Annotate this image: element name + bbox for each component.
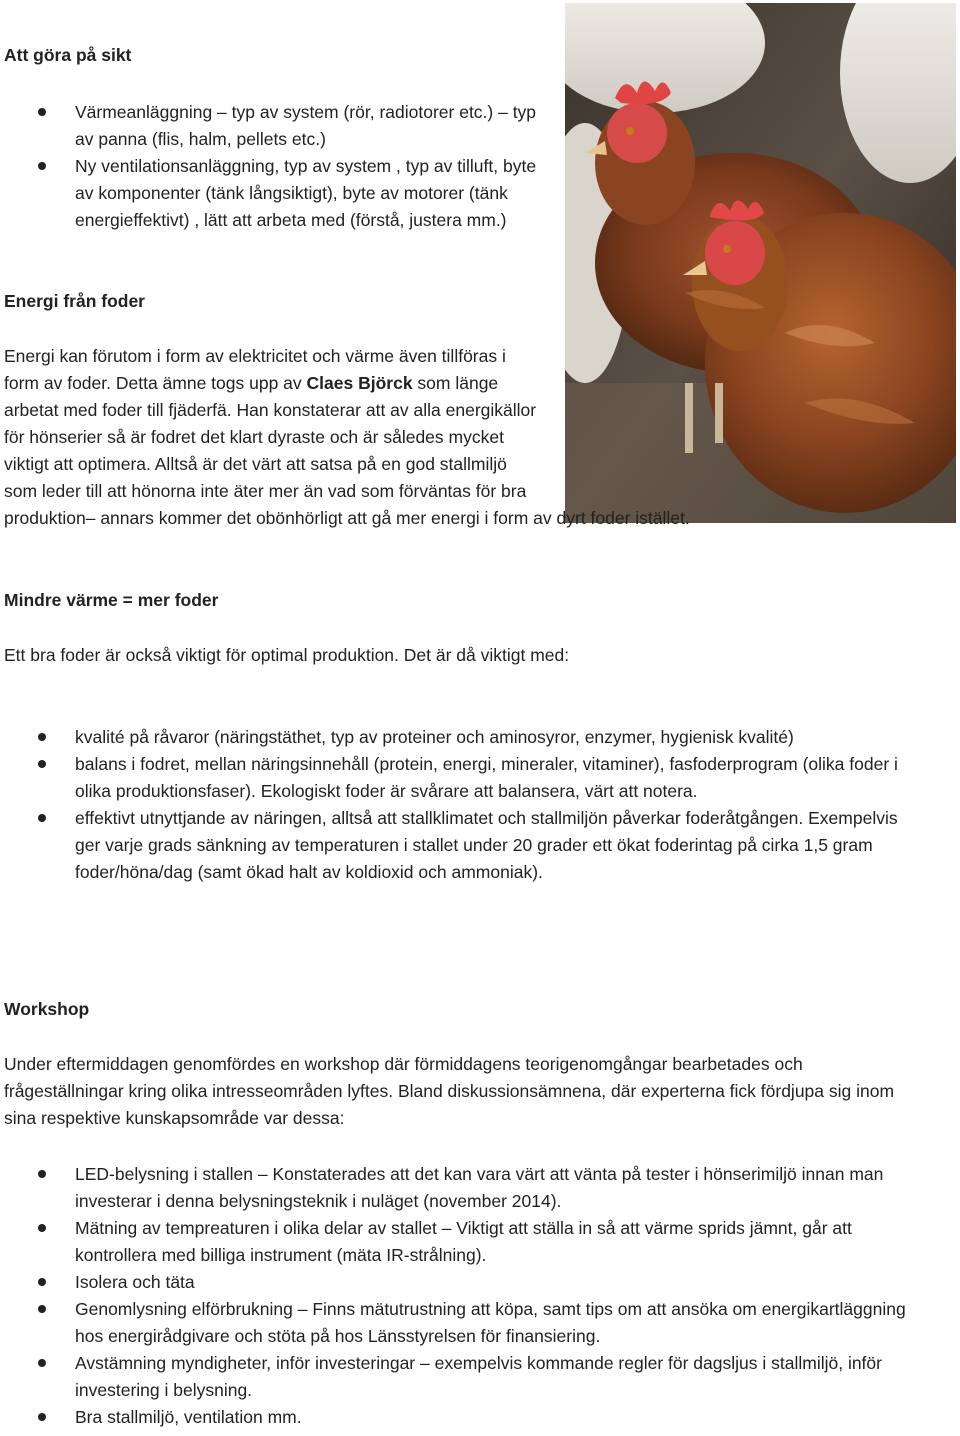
feed-factors-list [0, 724, 920, 886]
list-item: Bra stallmiljö, ventilation mm. [0, 1404, 920, 1431]
photo-wrap-spacer [544, 343, 844, 505]
list-item: Mätning av tempreaturen i olika delar av stallet – Viktigt att ställa in så att värme sprids jämnt, går att kontrollera med billiga instrument (mäta IR-strålning). [0, 1215, 920, 1269]
bullet-icon [38, 162, 46, 170]
bullet-icon [38, 1278, 46, 1286]
heading-energi-fran-foder: Energi från foder [4, 291, 145, 311]
feed-intro-text: Ett bra foder är också viktigt för optimal produktion. Det är då viktigt med: [4, 645, 570, 665]
workshop-intro-text: Under eftermiddagen genomfördes en workshop där förmiddagens teorigenomgångar bearbetades och frågeställningar kring olika intresseområden lyftes. Bland diskussionsämnena, där experterna fick fördjupa sig inom sina respektive kunskapsområde var dessa: [4, 1054, 895, 1128]
bullet-icon [38, 1224, 46, 1232]
list-item: Isolera och täta [0, 1269, 920, 1296]
energy-feed-text: Energi kan förutom i form av elektricitet och värme även tillföras i form av foder. Detta ämne togs upp av Claes Björck som länge arbetat med foder till fjäderfä. Han konstaterar att av alla energikällor för hönserier så är fodret det klart dyraste och är således mycket viktigt att optimera. Alltså är det värt att satsa på en god stallmiljö som leder till att hönorna inte äter mer än vad som förväntas för bra produktion– annars kommer det obönhörligt att gå mer energi i form av dyrt foder istället. [4, 343, 844, 532]
bullet-icon [38, 733, 46, 741]
list-item: Värmeanläggning – typ av system (rör, radiotorer etc.) – typ av panna (flis, halm, pellets etc.) [0, 99, 545, 153]
list-item: Genomlysning elförbrukning – Finns mätutrustning att köpa, samt tips om att ansöka om energikartläggning hos energirådgivare och stöta på hos Länsstyrelsen för finansiering. [0, 1296, 920, 1350]
list-item: kvalité på råvaror (näringstäthet, typ av proteiner och aminosyror, enzymer, hygienisk kvalité) [0, 724, 920, 751]
list-item: balans i fodret, mellan näringsinnehåll (protein, energi, mineraler, vitaminer), fasfoderprogram (olika foder i olika produktionsfaser). Ekologiskt foder är svårare att balansera, värt att notera. [0, 751, 920, 805]
heading-mindre-varme: Mindre värme = mer foder [4, 590, 219, 610]
bullet-icon [38, 1305, 46, 1313]
bullet-icon [38, 814, 46, 822]
list-item: effektivt utnyttjande av näringen, alltså att stallklimatet och stallmiljön påverkar foderåtgången. Exempelvis ger varje grads sänkning av temperaturen i stallet under 20 grader ett ökat foderintag på cirka 1,5 gram foder/höna/dag (samt ökad halt av koldioxid och ammoniak). [0, 805, 920, 886]
heading-workshop: Workshop [4, 999, 90, 1019]
list-item: Ny ventilationsanläggning, typ av system , typ av tilluft, byte av komponenter (tänk långsiktigt), byte av motorer (tänk energieffektivt) , lätt att arbeta med (förstå, justera mm.) [0, 153, 545, 234]
bullet-icon [38, 1170, 46, 1178]
bullet-icon [38, 108, 46, 116]
bullet-icon [38, 1359, 46, 1367]
future-actions-list [0, 99, 545, 234]
heading-att-gora-pa-sikt: Att göra på sikt [4, 45, 132, 65]
bullet-icon [38, 1413, 46, 1421]
workshop-topics-list [0, 1161, 920, 1431]
list-item: LED-belysning i stallen – Konstaterades att det kan vara värt att vänta på tester i hönserimiljö innan man investerar i denna belysningsteknik i nuläget (november 2014). [0, 1161, 920, 1215]
list-item: Avstämning myndigheter, inför investeringar – exempelvis kommande regler för dagsljus i stallmiljö, inför investering i belysning. [0, 1350, 920, 1404]
bullet-icon [38, 760, 46, 768]
